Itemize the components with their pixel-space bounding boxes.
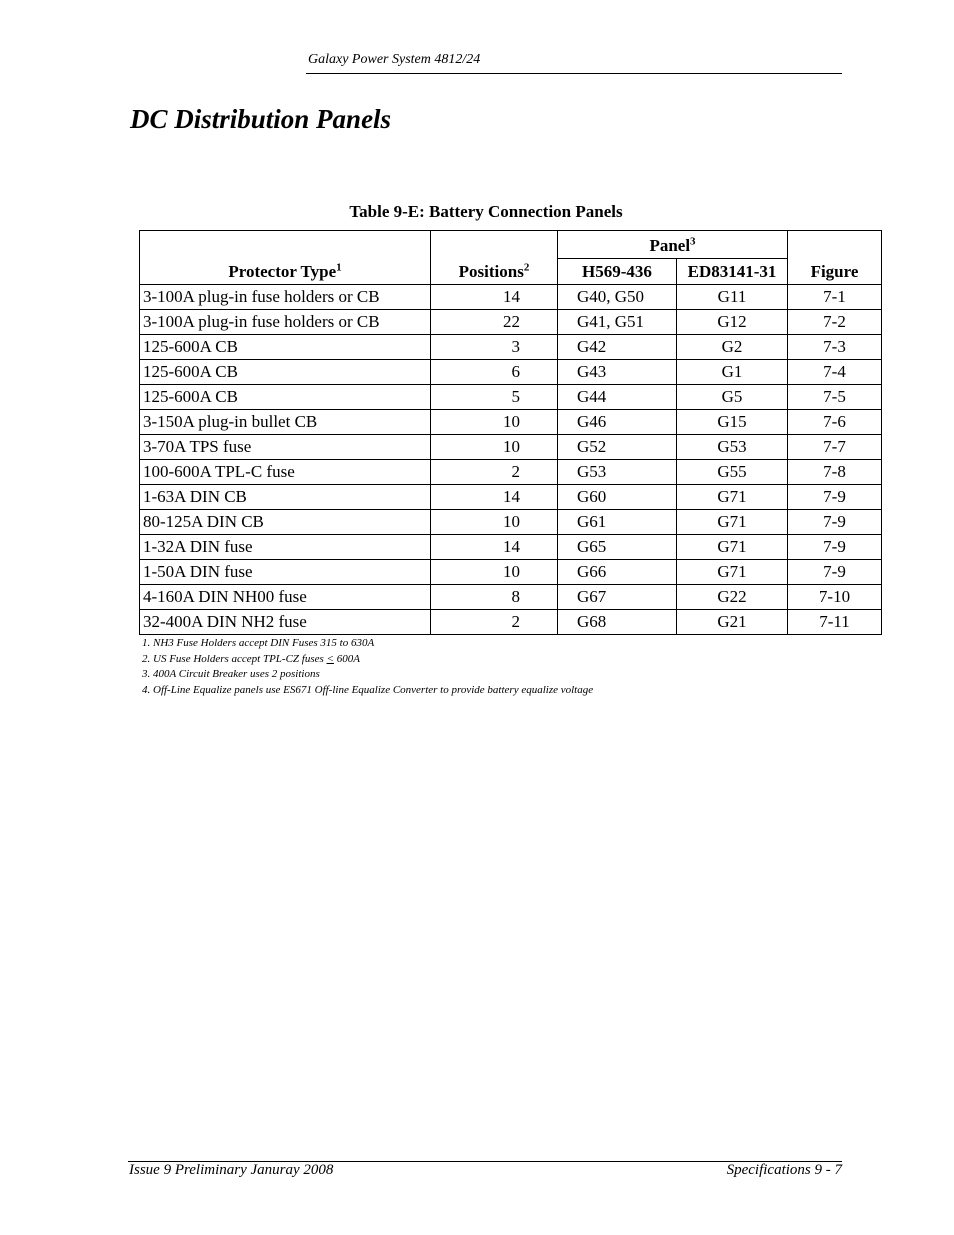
cell-figure: 7-11 xyxy=(788,610,882,635)
cell-positions: 8 xyxy=(431,585,558,610)
cell-figure: 7-6 xyxy=(788,410,882,435)
cell-positions: 22 xyxy=(431,310,558,335)
cell-h569-436: G53 xyxy=(558,460,677,485)
cell-positions: 10 xyxy=(431,560,558,585)
cell-ed83141-31: G55 xyxy=(677,460,788,485)
cell-h569-436: G42 xyxy=(558,335,677,360)
header-protector-type: Protector Type$^1$ xyxy=(140,231,431,285)
cell-ed83141-31: G2 xyxy=(677,335,788,360)
table-row xyxy=(140,485,882,510)
cell-positions: 10 xyxy=(431,410,558,435)
cell-positions: 6 xyxy=(431,360,558,385)
cell-h569-436: G68 xyxy=(558,610,677,635)
cell-protector-type: 1-50A DIN fuse xyxy=(140,560,431,585)
cell-h569-436: G41, G51 xyxy=(558,310,677,335)
header-ed83141-31: ED83141-31 xyxy=(677,259,788,285)
cell-ed83141-31: G15 xyxy=(677,410,788,435)
cell-positions: 10 xyxy=(431,435,558,460)
cell-figure: 7-8 xyxy=(788,460,882,485)
table-row xyxy=(140,560,882,585)
cell-protector-type: 4-160A DIN NH00 fuse xyxy=(140,585,431,610)
cell-h569-436: G60 xyxy=(558,485,677,510)
cell-positions: 2 xyxy=(431,610,558,635)
cell-protector-type: 3-70A TPS fuse xyxy=(140,435,431,460)
cell-protector-type: 3-100A plug-in fuse holders or CB xyxy=(140,285,431,310)
cell-h569-436: G40, G50 xyxy=(558,285,677,310)
table-row xyxy=(140,360,882,385)
cell-h569-436: G46 xyxy=(558,410,677,435)
battery-connection-table xyxy=(139,230,882,635)
cell-protector-type: 125-600A CB xyxy=(140,335,431,360)
footnotes xyxy=(142,636,593,698)
footnote-1: 1. NH3 Fuse Holders accept DIN Fuses 315 to 630A xyxy=(142,637,375,649)
cell-h569-436: G44 xyxy=(558,385,677,410)
table-row xyxy=(140,310,882,335)
cell-h569-436: G65 xyxy=(558,535,677,560)
cell-ed83141-31: G71 xyxy=(677,535,788,560)
cell-positions: 10 xyxy=(431,510,558,535)
cell-ed83141-31: G71 xyxy=(677,560,788,585)
cell-positions: 14 xyxy=(431,285,558,310)
table-row xyxy=(140,585,882,610)
cell-figure: 7-7 xyxy=(788,435,882,460)
table-row xyxy=(140,435,882,460)
header-rule xyxy=(306,73,842,74)
footer-page-number: Specifications 9 - 7 xyxy=(726,1162,842,1178)
cell-figure: 7-9 xyxy=(788,485,882,510)
table-caption: Table 9-E: Battery Connection Panels xyxy=(349,202,623,221)
cell-figure: 7-9 xyxy=(788,535,882,560)
cell-ed83141-31: G5 xyxy=(677,385,788,410)
cell-protector-type: 100-600A TPL-C fuse xyxy=(140,460,431,485)
footnote-4: 4. Off-Line Equalize panels use ES671 Off-line Equalize Converter to provide battery equalize voltage xyxy=(142,683,594,696)
cell-ed83141-31: G21 xyxy=(677,610,788,635)
cell-protector-type: 1-63A DIN CB xyxy=(140,485,431,510)
cell-figure: 7-9 xyxy=(788,510,882,535)
header-panel: Panel$^3$ xyxy=(558,231,788,259)
cell-figure: 7-2 xyxy=(788,310,882,335)
cell-ed83141-31: G71 xyxy=(677,485,788,510)
cell-figure: 7-1 xyxy=(788,285,882,310)
header-h569-436: H569-436 xyxy=(558,259,677,285)
table-row xyxy=(140,335,882,360)
table-row xyxy=(140,535,882,560)
cell-figure: 7-10 xyxy=(788,585,882,610)
cell-ed83141-31: G12 xyxy=(677,310,788,335)
footnote-2: 2. US Fuse Holders accept TPL-CZ fuses < 600A xyxy=(142,652,360,665)
cell-protector-type: 125-600A CB xyxy=(140,385,431,410)
header-figure: Figure xyxy=(788,231,882,285)
table-row xyxy=(140,410,882,435)
page-title: DC Distribution Panels xyxy=(130,104,392,134)
footnote-3: 3. 400A Circuit Breaker uses 2 positions xyxy=(142,668,320,680)
cell-ed83141-31: G11 xyxy=(677,285,788,310)
cell-figure: 7-3 xyxy=(788,335,882,360)
header-positions: Positions$^2$ xyxy=(431,231,558,285)
cell-positions: 14 xyxy=(431,535,558,560)
cell-ed83141-31: G53 xyxy=(677,435,788,460)
footer-issue: Issue 9 Preliminary Januray 2008 xyxy=(129,1162,334,1178)
cell-h569-436: G52 xyxy=(558,435,677,460)
cell-h569-436: G61 xyxy=(558,510,677,535)
cell-h569-436: G43 xyxy=(558,360,677,385)
cell-protector-type: 3-100A plug-in fuse holders or CB xyxy=(140,310,431,335)
table-row xyxy=(140,285,882,310)
cell-h569-436: G67 xyxy=(558,585,677,610)
cell-positions: 14 xyxy=(431,485,558,510)
table-row xyxy=(140,610,882,635)
cell-protector-type: 3-150A plug-in bullet CB xyxy=(140,410,431,435)
cell-ed83141-31: G71 xyxy=(677,510,788,535)
cell-positions: 2 xyxy=(431,460,558,485)
cell-ed83141-31: G22 xyxy=(677,585,788,610)
cell-protector-type: 125-600A CB xyxy=(140,360,431,385)
table-body xyxy=(140,285,882,635)
table-row xyxy=(140,510,882,535)
table-row xyxy=(140,385,882,410)
cell-figure: 7-9 xyxy=(788,560,882,585)
cell-ed83141-31: G1 xyxy=(677,360,788,385)
table-row xyxy=(140,460,882,485)
cell-protector-type: 32-400A DIN NH2 fuse xyxy=(140,610,431,635)
cell-positions: 5 xyxy=(431,385,558,410)
cell-protector-type: 1-32A DIN fuse xyxy=(140,535,431,560)
cell-protector-type: 80-125A DIN CB xyxy=(140,510,431,535)
cell-figure: 7-4 xyxy=(788,360,882,385)
running-header: Galaxy Power System 4812/24 xyxy=(308,52,481,67)
cell-h569-436: G66 xyxy=(558,560,677,585)
cell-positions: 3 xyxy=(431,335,558,360)
cell-figure: 7-5 xyxy=(788,385,882,410)
